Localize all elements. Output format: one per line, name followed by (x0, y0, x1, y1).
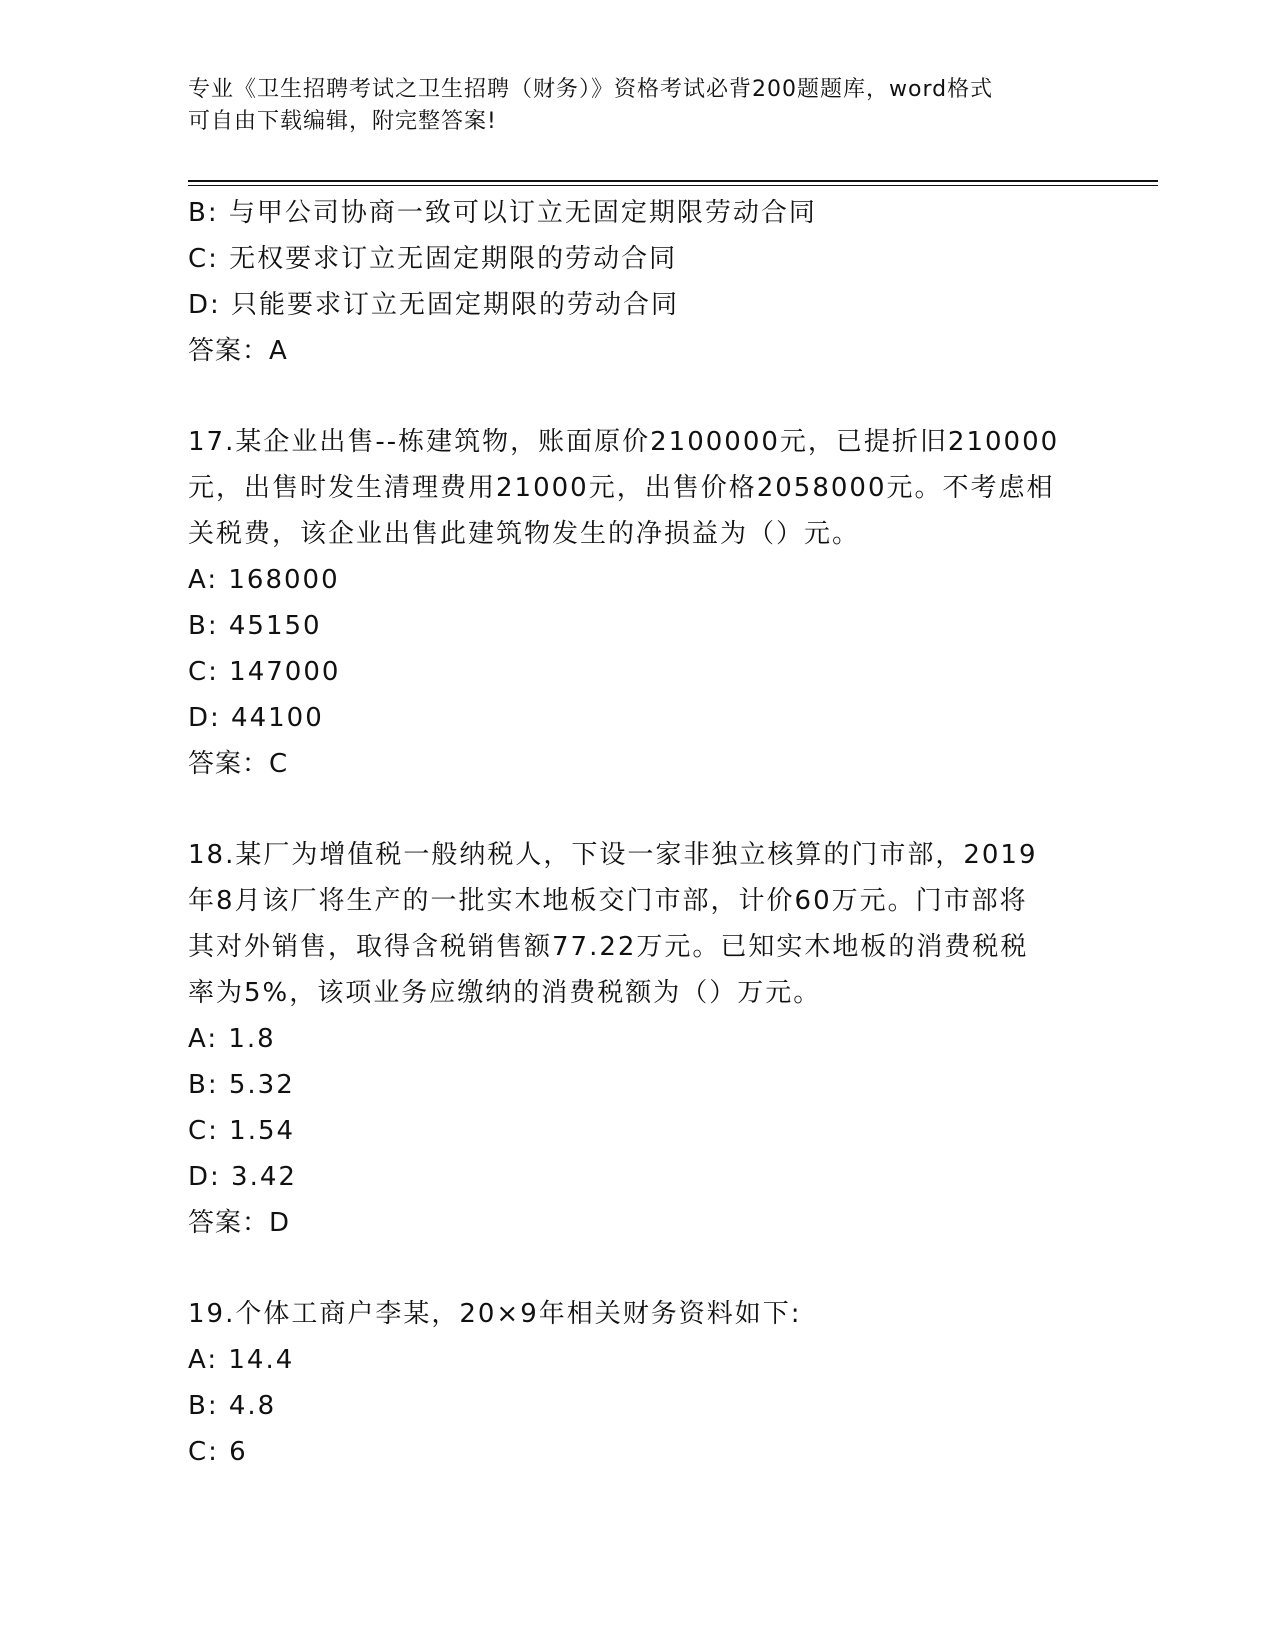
answer-label: 答案：D (188, 1208, 291, 1238)
spacer (188, 374, 1088, 419)
spacer (188, 787, 1088, 832)
option-b: B: 5.32 (188, 1070, 295, 1100)
option-b: B: 与甲公司协商一致可以订立无固定期限劳动合同 (188, 198, 817, 228)
header-divider-thick (188, 180, 1158, 182)
question-stem-line: 17.某企业出售--栋建筑物，账面原价2100000元，已提折旧210000 (188, 427, 1060, 457)
question-stem-line: 关税费，该企业出售此建筑物发生的净损益为（）元。 (188, 519, 861, 549)
question-list (188, 190, 1088, 1475)
option-a: A: 14.4 (188, 1345, 295, 1375)
answer-label: 答案：C (188, 749, 289, 779)
question-stem-line: 元，出售时发生清理费用21000元，出售价格2058000元。不考虑相 (188, 473, 1055, 503)
option-d: D: 3.42 (188, 1162, 297, 1192)
option-a: A: 168000 (188, 565, 340, 595)
question-stem-line: 率为5%，该项业务应缴纳的消费税额为（）万元。 (188, 978, 822, 1008)
question-17 (188, 419, 1088, 787)
option-b: B: 45150 (188, 611, 322, 641)
spacer (188, 1246, 1088, 1291)
question-stem-line: 其对外销售，取得含税销售额77.22万元。已知实木地板的消费税税 (188, 932, 1029, 962)
question-19 (188, 1291, 1088, 1475)
option-d: D: 只能要求订立无固定期限的劳动合同 (188, 290, 680, 320)
answer-label: 答案：A (188, 336, 288, 366)
question-stem-line: 19.个体工商户李某，20×9年相关财务资料如下: (188, 1299, 802, 1329)
header-title-line-2: 可自由下载编辑，附完整答案! (188, 109, 497, 134)
option-c: C: 6 (188, 1437, 248, 1467)
document-header (188, 74, 1088, 138)
option-c: C: 1.54 (188, 1116, 296, 1146)
option-b: B: 4.8 (188, 1391, 277, 1421)
header-divider-thin (188, 185, 1158, 186)
option-a: A: 1.8 (188, 1024, 276, 1054)
option-c: C: 无权要求订立无固定期限的劳动合同 (188, 244, 678, 274)
question-stem-line: 18.某厂为增值税一般纳税人，下设一家非独立核算的门市部，2019 (188, 840, 1038, 870)
question-16-tail (188, 190, 1088, 374)
question-stem-line: 年8月该厂将生产的一批实木地板交门市部，计价60万元。门市部将 (188, 886, 1028, 916)
option-d: D: 44100 (188, 703, 324, 733)
header-title-line-1: 专业《卫生招聘考试之卫生招聘（财务）》资格考试必背200题题库，word格式 (188, 77, 994, 102)
option-c: C: 147000 (188, 657, 341, 687)
question-18 (188, 832, 1088, 1246)
